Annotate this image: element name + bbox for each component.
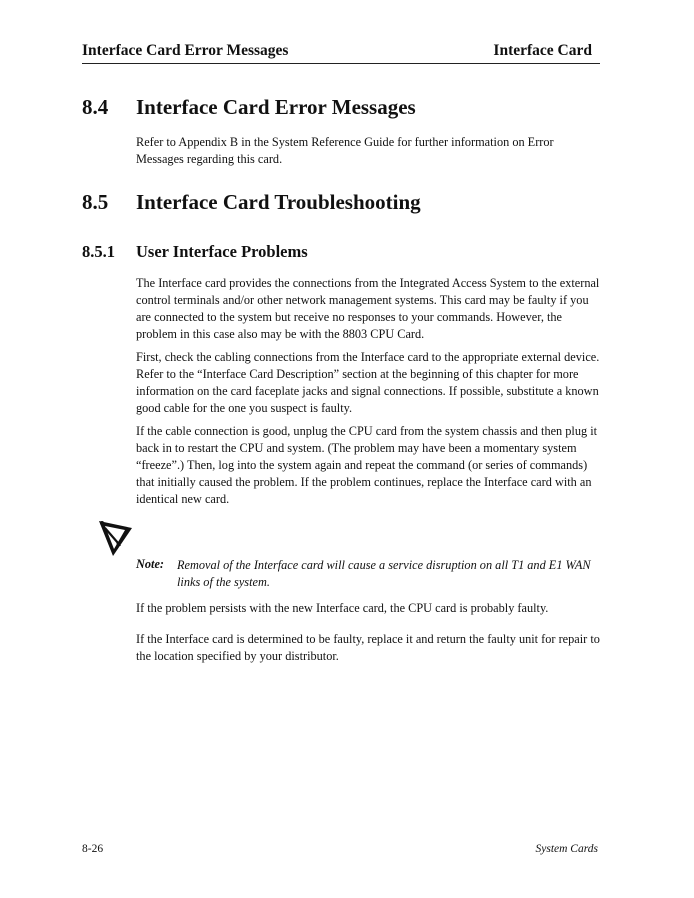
subsection-title-8-5-1: User Interface Problems: [136, 242, 308, 261]
running-header-title: Interface Card Error Messages: [82, 42, 289, 59]
paragraph-1: The Interface card provides the connections from the Integrated Access System to the external control terminals and/or other network management systems. This card may be faulty if you are connected to the system but receive no responses to your commands. However, the problem in this case also may be with the 8803 CPU Card.: [136, 276, 600, 341]
paragraph-2: First, check the cabling connections from the Interface card to the appropriate external device. Refer to the “Interface Card Description” section at the beginning of this chapter for more information on the card faceplate jacks and signal connections. If possible, substitute a known good cable for the one you suspect is faulty.: [136, 350, 600, 415]
section-title-8-5: Interface Card Troubleshooting: [136, 190, 421, 214]
note-text: Removal of the Interface card will cause a service disruption on all T1 and E1 WAN links of the system.: [177, 558, 591, 589]
section-title-8-4: Interface Card Error Messages: [136, 95, 416, 119]
note-pencil-icon: [96, 518, 136, 560]
section-8-4-body: Refer to Appendix B in the System Reference Guide for further information on Error Messages regarding this card.: [136, 135, 554, 166]
section-number-8-4: 8.4: [82, 95, 109, 119]
note-label: Note:: [136, 557, 164, 571]
paragraph-3: If the cable connection is good, unplug the CPU card from the system chassis and then plug it back in to restart the CPU and system. (The problem may have been a momentary system “freeze”.) Then, log into the system again and repeat the command (or series of commands) that initially caused the problem. If the problem continues, replace the Interface card with an identical new card.: [136, 424, 598, 506]
paragraph-5: If the Interface card is determined to be faulty, replace it and return the faulty unit for repair to the location specified by your distributor.: [136, 632, 600, 663]
header-rule: [82, 63, 600, 64]
footer-section-name: System Cards: [535, 843, 598, 855]
subsection-number-8-5-1: 8.5.1: [82, 242, 115, 261]
footer-page-number: 8-26: [82, 843, 104, 855]
paragraph-4: If the problem persists with the new Interface card, the CPU card is probably faulty.: [136, 601, 549, 615]
section-number-8-5: 8.5: [82, 190, 109, 214]
running-header-chapter: Interface Card: [493, 42, 592, 59]
